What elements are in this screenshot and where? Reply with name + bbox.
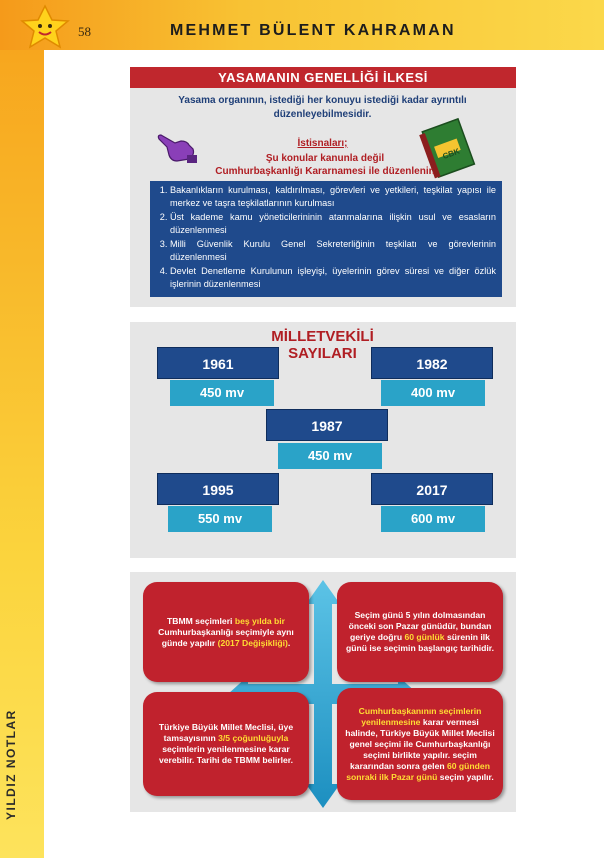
section2-title-line2: SAYILARI [288,345,357,362]
exceptions-line1: Şu konular kanunla değil [265,153,385,164]
exceptions-text [200,152,450,178]
info-card-election-day: Seçim günü 5 yılın dolmasından önceki son Pazar günüdür, bundan geriye doğru 60 günlük sürenin ilk günü ise seçimin başlangıç tarihidir. [337,582,503,682]
year-box-1961: 1961 [157,347,279,379]
year-box-1995: 1995 [157,473,279,505]
book-label: CBK [441,146,461,162]
mv-box-1995: 550 mv [168,506,272,532]
exceptions-list [150,181,502,297]
section1-intro: Yasama organının, istediği her konuyu istediği kadar ayrıntılı düzenleyebilmesidir. [178,95,467,120]
exceptions-label: İstisnaları; [297,138,348,149]
list-item: 2. Üst kademe kamu yöneticilerininin atanmalarına ilişkin usul ve esasların düzenlenmesi [170,211,496,236]
info-card-tbmm-renewal: Türkiye Büyük Millet Meclisi, üye tamsayısının 3/5 çoğunluğuyla seçimlerin yenilenmesine karar verebilir. Tarihi de TBMM belirler. [143,692,309,796]
mv-box-2017: 600 mv [381,506,485,532]
list-item: 4. Devlet Denetleme Kurulunun işleyişi, üyelerinin görev süresi ve diğer özlük işlerinin düzenlenmesi [170,265,496,290]
side-label: YILDIZ NOTLAR [4,709,18,820]
year-box-1982: 1982 [371,347,493,379]
info-card-president-renewal: Cumhurbaşkanının seçimlerin yenilenmesine karar vermesi halinde, Türkiye Büyük Millet Meclisi genel seçimi ile Cumhurbaşkanlığı seçimi birlikte yapılır. seçim kararından sonra gelen 60 günden sonraki ilk Pazar günü seçim yapılır. [337,688,503,800]
page-number: 58 [78,24,91,39]
info-card-election-interval: TBMM seçimleri beş yılda bir Cumhurbaşkanlığı seçimiyle aynı günde yapılır (2017 Değişikliği). [143,582,309,682]
mv-box-1961: 450 mv [170,380,274,406]
section1-title: YASAMANIN GENELLİĞİ İLKESİ [130,67,516,88]
list-item: 1. Bakanlıkların kurulması, kaldırılması, görevleri ve yetkileri, teşkilat yapısı ile merkez ve taşra teşkilatlarının kurulması [170,184,496,209]
star-mascot-icon [14,4,76,50]
list-item: 3. Milli Güvenlik Kurulu Genel Sekreterliğinin teşkilatı ve görevlerinin düzenlenmesi [170,238,496,263]
exceptions-line2: Cumhurbaşkanlığı Kararnamesi ile düzenlenir. [215,166,435,177]
mv-box-1987: 450 mv [278,443,382,469]
mv-box-1982: 400 mv [381,380,485,406]
page-title: MEHMET BÜLENT KAHRAMAN [170,22,456,39]
year-box-2017: 2017 [371,473,493,505]
year-box-1987: 1987 [266,409,388,441]
pointing-hand-icon [157,127,199,165]
section2-title-line1: MİLLETVEKİLİ [271,328,374,345]
